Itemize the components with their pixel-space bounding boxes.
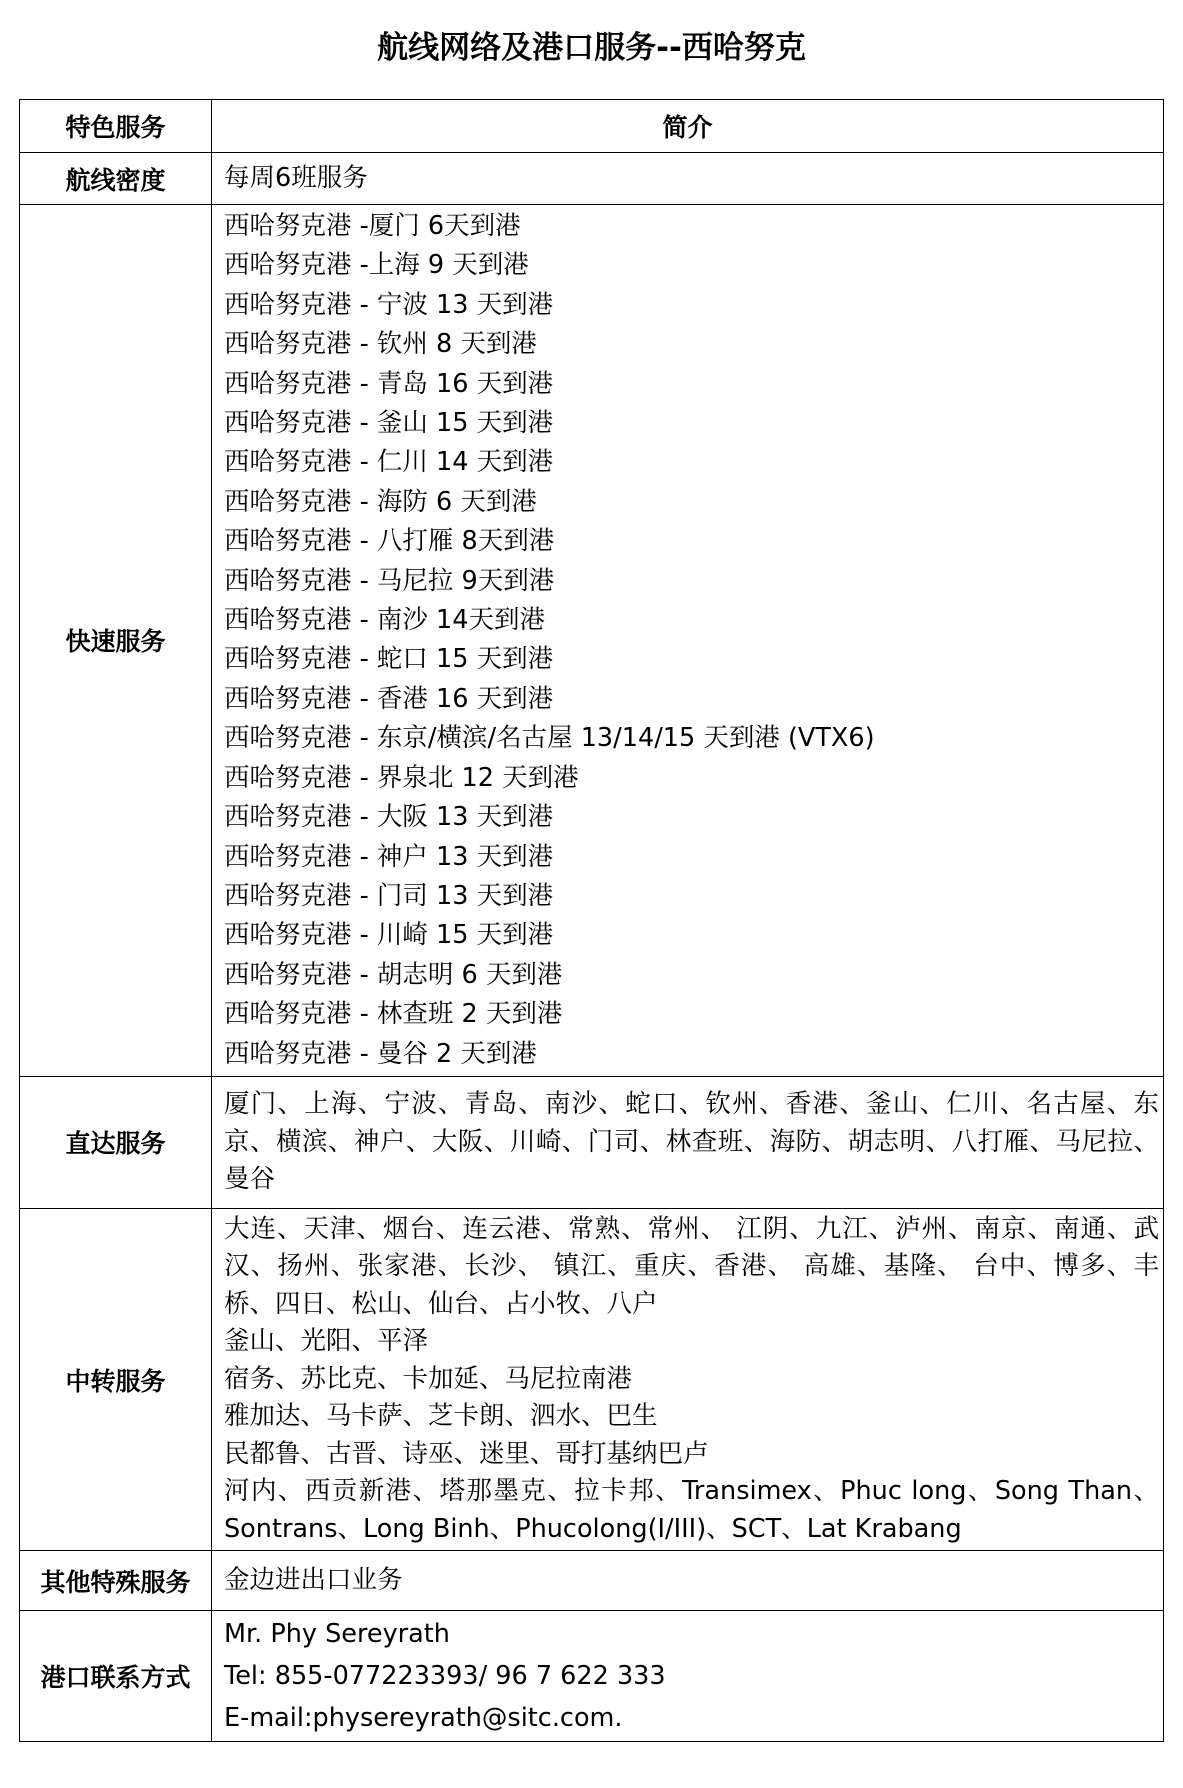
contact-tel: Tel: 855-077223393/ 96 7 622 333 (224, 1661, 666, 1692)
table-row-direct (20, 1076, 1164, 1208)
list-item: 西哈努克港 -上海 9 天到港 (224, 250, 529, 281)
transfer-line: 釜山、光阳、平泽 (224, 1326, 429, 1357)
header-feature: 特色服务 (20, 100, 212, 153)
transfer-line: 雅加达、马卡萨、芝卡朗、泗水、巴生 (224, 1401, 658, 1432)
express-route-list (212, 205, 1164, 1077)
list-item: 西哈努克港 - 大阪 13 天到港 (224, 802, 554, 833)
row-value-density: 每周6班服务 (212, 153, 1164, 205)
row-label-other: 其他特殊服务 (20, 1551, 212, 1611)
contact-email: E-mail:physereyrath@sitc.com. (224, 1703, 623, 1734)
list-item: 西哈努克港 - 马尼拉 9天到港 (224, 565, 555, 596)
direct-port-list: 厦门、上海、宁波、青岛、南沙、蛇口、钦州、香港、釜山、仁川、名古屋、东京、横滨、神户、大阪、川崎、门司、林查班、海防、胡志明、八打雁、马尼拉、曼谷 (224, 1089, 1159, 1195)
row-label-express: 快速服务 (20, 205, 212, 1077)
row-label-density: 航线密度 (20, 153, 212, 205)
list-item: 西哈努克港 - 界泉北 12 天到港 (224, 762, 579, 793)
transfer-line: 民都鲁、古晋、诗巫、迷里、哥打基纳巴卢 (224, 1438, 709, 1469)
list-item: 西哈努克港 - 宁波 13 天到港 (224, 289, 554, 320)
transfer-line: 大连、天津、烟台、连云港、常熟、常州、 江阴、九江、泸州、南京、南通、武汉、扬州、张家港、长沙、 镇江、重庆、香港、 高雄、基隆、 台中、博多、丰桥、四日、松山、仙台、占小牧、八户 (224, 1213, 1159, 1319)
list-item: 西哈努克港 - 门司 13 天到港 (224, 880, 554, 911)
table-row-contact (20, 1611, 1164, 1742)
list-item: 西哈努克港 - 川崎 15 天到港 (224, 920, 554, 951)
list-item: 西哈努克港 - 东京/横滨/名古屋 13/14/15 天到港 (VTX6) (224, 723, 875, 754)
transfer-line: 宿务、苏比克、卡加延、马尼拉南港 (224, 1363, 633, 1394)
list-item: 西哈努克港 -厦门 6天到港 (224, 211, 521, 241)
row-label-direct: 直达服务 (20, 1076, 212, 1208)
list-item: 西哈努克港 - 胡志明 6 天到港 (224, 959, 563, 990)
list-item: 西哈努克港 - 香港 16 天到港 (224, 683, 554, 714)
list-item: 西哈努克港 - 神户 13 天到港 (224, 841, 554, 872)
row-value-transfer (212, 1208, 1164, 1551)
list-item: 西哈努克港 - 林查班 2 天到港 (224, 999, 563, 1030)
header-description: 简介 (212, 100, 1164, 153)
list-item: 西哈努克港 - 曼谷 2 天到港 (224, 1038, 537, 1069)
row-value-contact (212, 1611, 1164, 1742)
row-value-direct (212, 1076, 1164, 1208)
row-label-transfer: 中转服务 (20, 1208, 212, 1551)
table-row-density (20, 153, 1164, 205)
row-value-other: 金边进出口业务 (212, 1551, 1164, 1611)
list-item: 西哈努克港 - 蛇口 15 天到港 (224, 644, 554, 675)
list-item: 西哈努克港 - 仁川 14 天到港 (224, 447, 554, 478)
list-item: 西哈努克港 - 八打雁 8天到港 (224, 526, 555, 557)
table-row-other (20, 1551, 1164, 1611)
list-item: 西哈努克港 - 釜山 15 天到港 (224, 408, 554, 439)
contact-name: Mr. Phy Sereyrath (224, 1619, 450, 1650)
table-row-express (20, 205, 1164, 1077)
transfer-line: 河内、西贡新港、塔那墨克、拉卡邦、Transimex、Phuc long、Song Than、Sontrans、Long Binh、Phucolong(I/III)、SCT、Lat Krabang (224, 1476, 1159, 1544)
list-item: 西哈努克港 - 海防 6 天到港 (224, 486, 537, 517)
document-title: 航线网络及港口服务--西哈努克 (377, 30, 806, 66)
table-row-transfer (20, 1208, 1164, 1551)
list-item: 西哈努克港 - 青岛 16 天到港 (224, 368, 554, 399)
list-item: 西哈努克港 - 钦州 8 天到港 (224, 329, 537, 360)
table-header-row (20, 100, 1164, 153)
list-item: 西哈努克港 - 南沙 14天到港 (224, 605, 545, 636)
service-table (19, 99, 1164, 1742)
row-label-contact: 港口联系方式 (20, 1611, 212, 1742)
